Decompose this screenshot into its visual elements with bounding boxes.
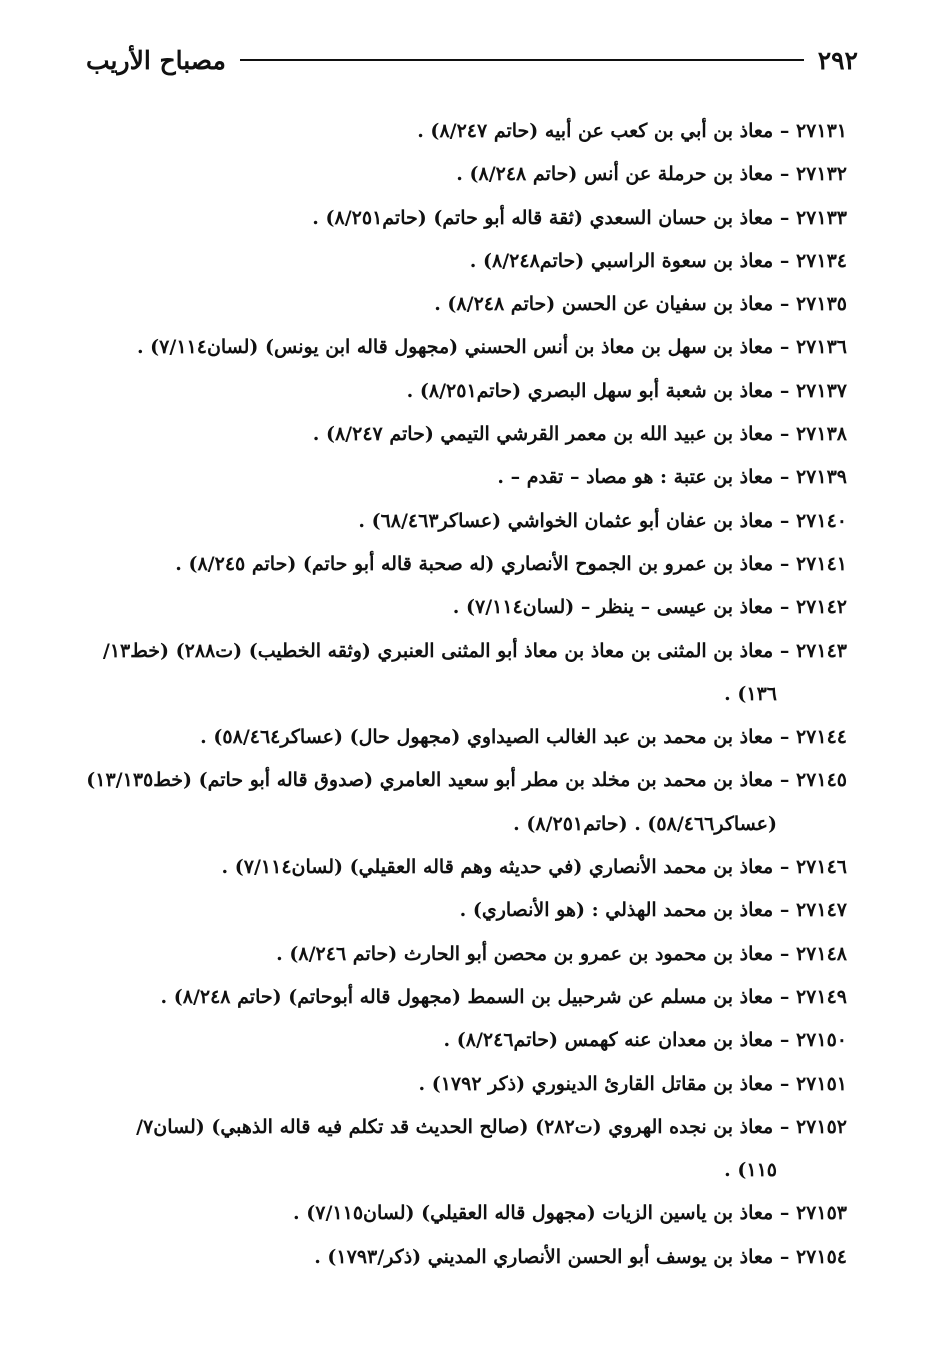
- entry-continuation-line: (عساكر٥٨/٤٦٦) . (حاتم٨/٢٥١) .: [513, 812, 777, 835]
- entry-item: [67, 586, 847, 629]
- entry-list: [67, 110, 847, 1279]
- entry-item: [67, 1106, 847, 1193]
- entry-line: ٢٧١٣١ – معاذ بن أبي بن كعب عن أبيه (حاتم ٨/٢٤٧) .: [417, 120, 847, 142]
- page-number: ٢٩٢: [817, 45, 858, 75]
- entry-item: [67, 933, 847, 976]
- entry-line: ٢٧١٣٩ – معاذ بن عتبة : هو مصاد – تقدم – .: [497, 466, 847, 489]
- entry-line: ٢٧١٤٦ – معاذ بن محمد الأنصاري (في حديثه وهم قاله العقيلي) (لسان٧/١١٤) .: [221, 856, 847, 879]
- header-rule: [240, 59, 804, 61]
- entry-line: ٢٧١٣٧ – معاذ بن شعبة أبو سهل البصري (حاتم٨/٢٥١) .: [406, 379, 847, 402]
- entry-item: [67, 716, 847, 759]
- entry-item: [67, 500, 847, 543]
- entry-continuation-line: ١٣٦) .: [724, 682, 777, 705]
- entry-line: ٢٧١٥٢ – معاذ بن نجده الهروي (ت٢٨٢) (صالح الحديث قد تكلم فيه قاله الذهبي) (لسان٧/: [136, 1115, 847, 1138]
- book-title: مصباح الأريب: [86, 45, 226, 75]
- entry-item: [67, 543, 847, 586]
- entry-line: ٢٧١٥٤ – معاذ بن يوسف أبو الحسن الأنصاري المديني (ذكر/١٧٩٣) .: [314, 1245, 847, 1268]
- entry-line: ٢٧١٣٢ – معاذ بن حرملة عن أنس (حاتم ٨/٢٤٨) .: [456, 163, 847, 186]
- entry-item: [67, 630, 847, 717]
- entry-line: ٢٧١٤٧ – معاذ بن محمد الهذلي : (هو الأنصاري) .: [459, 899, 847, 922]
- entry-continuation-line: ١١٥) .: [724, 1159, 777, 1182]
- entry-item: [67, 326, 847, 369]
- entry-item: [67, 283, 847, 326]
- entry-item: [67, 413, 847, 456]
- entry-item: [67, 370, 847, 413]
- entry-item: [67, 1063, 847, 1106]
- page-header: [86, 40, 858, 80]
- entry-line: ٢٧١٤١ – معاذ بن عمرو بن الجموح الأنصاري (له صحبة قاله أبو حاتم) (حاتم ٨/٢٤٥) .: [175, 552, 847, 575]
- entry-line: ٢٧١٣٥ – معاذ بن سفيان عن الحسن (حاتم ٨/٢٤٨) .: [434, 293, 847, 316]
- entry-item: [67, 1192, 847, 1235]
- entry-item: [67, 976, 847, 1019]
- entry-line: ٢٧١٣٨ – معاذ بن عبيد الله بن معمر القرشي التيمي (حاتم ٨/٢٤٧) .: [312, 423, 847, 446]
- entry-line: ٢٧١٤٢ – معاذ بن عيسى – ينظر – (لسان٧/١١٤) .: [452, 596, 847, 619]
- entry-line: ٢٧١٤٣ – معاذ بن المثنى بن معاذ بن معاذ أبو المثنى العنبري (وثقه الخطيب) (ت٢٨٨) (خط١٣/: [102, 639, 847, 662]
- entry-item: [67, 1019, 847, 1062]
- entry-item: [67, 846, 847, 889]
- entry-line: ٢٧١٤٠ – معاذ بن عفان أبو عثمان الخواشي (عساكر٦٨/٤٦٣) .: [358, 509, 847, 532]
- entry-line: ٢٧١٥٠ – معاذ بن معدان عنه كهمس (حاتم٨/٢٤٦) .: [443, 1029, 847, 1052]
- entry-item: [67, 456, 847, 499]
- entry-line: ٢٧١٥١ – معاذ بن مقاتل القارئ الدينوري (ذكر ١٧٩٢) .: [418, 1072, 847, 1095]
- entry-line: ٢٧١٣٦ – معاذ بن سهل بن معاذ بن أنس الحسني (مجهول قاله ابن يونس) (لسان٧/١١٤) .: [136, 336, 847, 359]
- entry-item: [67, 197, 847, 240]
- entry-line: ٢٧١٥٣ – معاذ بن ياسين الزيات (مجهول قاله العقيلي) (لسان٧/١١٥) .: [293, 1202, 847, 1225]
- entry-item: [67, 1236, 847, 1279]
- entry-item: [67, 153, 847, 196]
- entry-item: [67, 110, 847, 153]
- entry-item: [67, 240, 847, 283]
- entry-item: [67, 759, 847, 846]
- entry-line: ٢٧١٣٤ – معاذ بن سعوة الراسبي (حاتم٨/٢٤٨) .: [469, 249, 847, 272]
- entry-line: ٢٧١٤٨ – معاذ بن محمود بن عمرو بن محصن أبو الحارث (حاتم ٨/٢٤٦) .: [276, 942, 847, 965]
- entry-line: ٢٧١٣٣ – معاذ بن حسان السعدي (ثقة قاله أبو حاتم) (حاتم٨/٢٥١) .: [312, 206, 847, 229]
- entry-line: ٢٧١٤٩ – معاذ بن مسلم عن شرحبيل بن السمط (مجهول قاله أبوحاتم) (حاتم ٨/٢٤٨) .: [160, 985, 847, 1008]
- entry-line: ٢٧١٤٥ – معاذ بن محمد بن مخلد بن مطر أبو سعيد العامري (صدوق قاله أبو حاتم) (خط١٣/١٣٥): [86, 769, 847, 792]
- entry-item: [67, 889, 847, 932]
- entry-line: ٢٧١٤٤ – معاذ بن محمد بن عبد الغالب الصيداوي (مجهول حال) (عساكر٥٨/٤٦٤) .: [200, 726, 847, 749]
